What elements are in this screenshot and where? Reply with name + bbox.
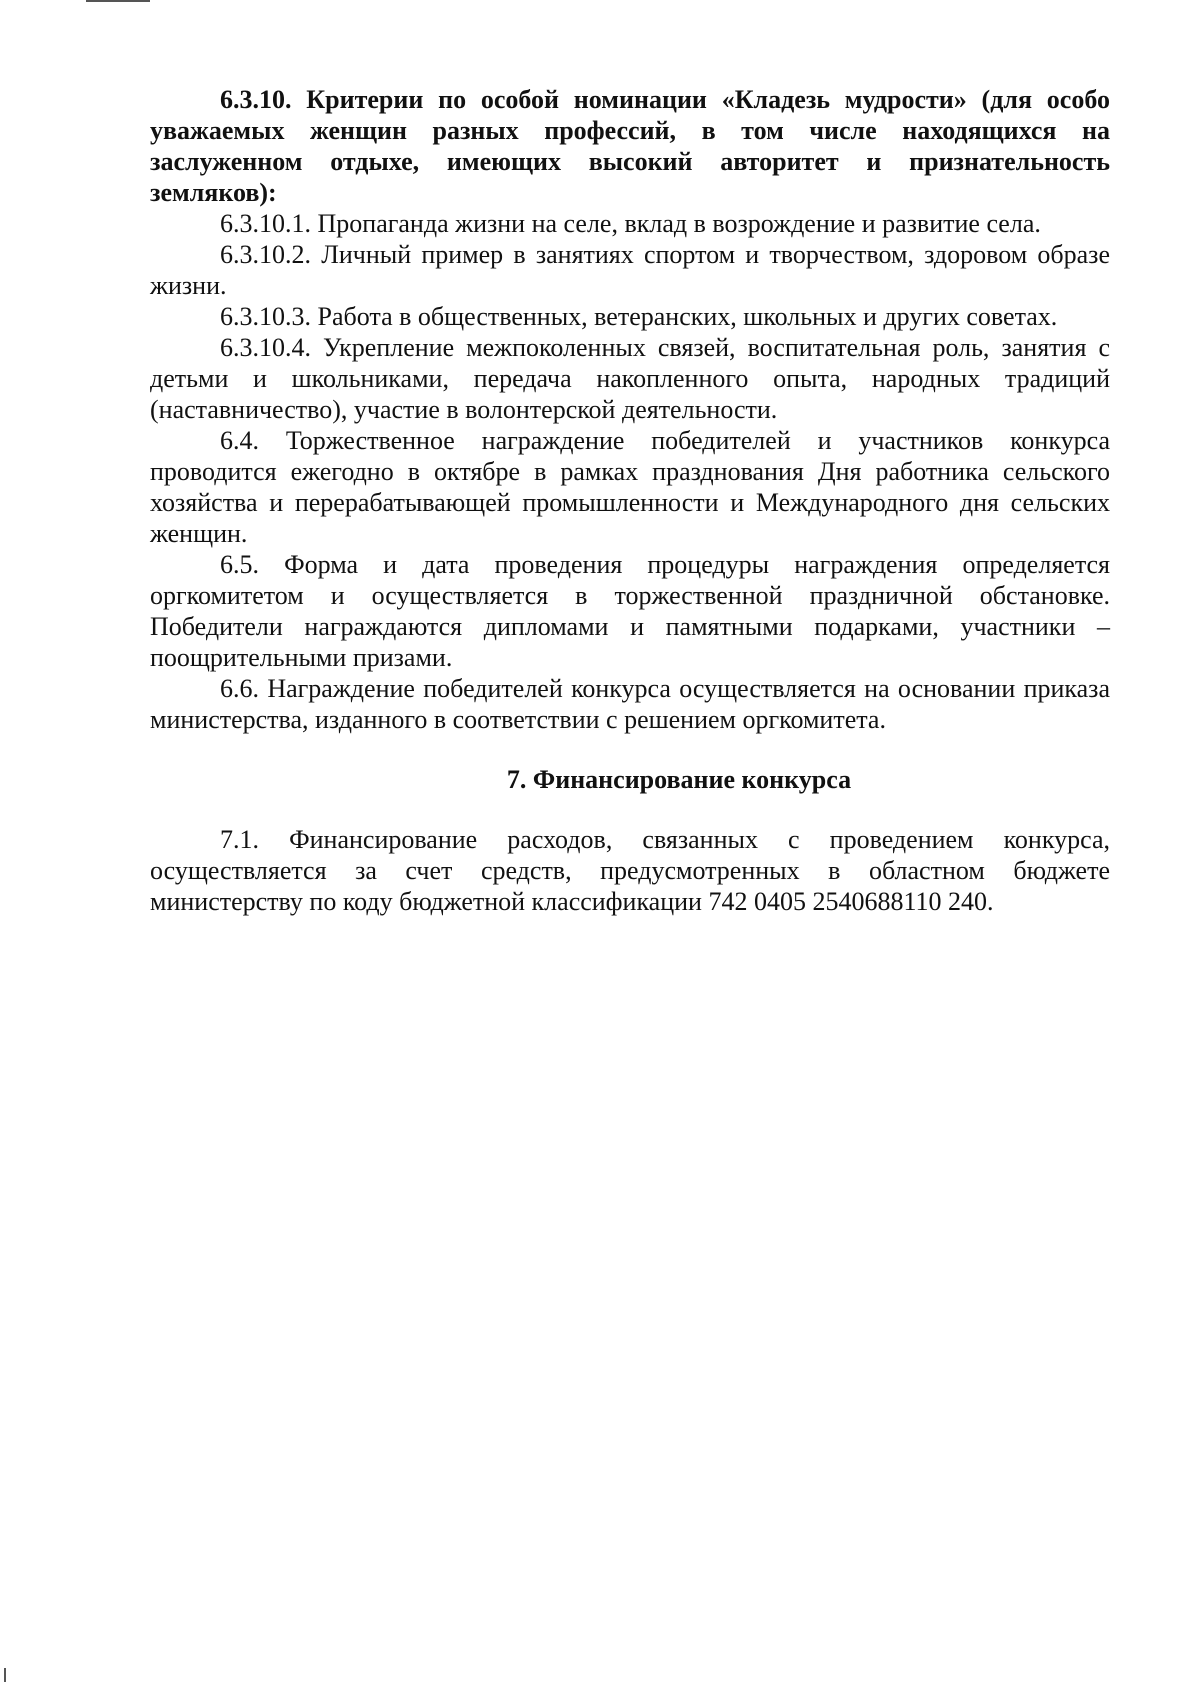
spacer	[150, 735, 1110, 764]
paragraph-6-4: 6.4. Торжественное награждение победителей и участников конкурса проводится ежегодно в октябре в рамках празднования Дня работника сельского хозяйства и перерабатывающей промышленности и Международного дня сельских женщин.	[150, 426, 1110, 548]
paragraph-6-3-10-1: 6.3.10.1. Пропаганда жизни на селе, вклад в возрождение и развитие села.	[220, 209, 1041, 238]
scan-artifact-top	[86, 0, 150, 2]
document-body	[150, 84, 1110, 917]
spacer	[150, 795, 1110, 824]
paragraph-6-5: 6.5. Форма и дата проведения процедуры награждения определяется оргкомитетом и осуществляется в торжественной праздничной обстановке. Победители награждаются дипломами и памятными подарками, участники – поощрительными призами.	[150, 550, 1110, 672]
section-title-7: 7. Финансирование конкурса	[506, 765, 852, 794]
paragraph-6-3-10-4: 6.3.10.4. Укрепление межпоколенных связей, воспитательная роль, занятия с детьми и школьниками, передача накопленного опыта, народных традиций (наставничество), участие в волонтерской деятельности.	[150, 333, 1110, 424]
paragraph-6-6: 6.6. Награждение победителей конкурса осуществляется на основании приказа министерства, изданного в соответствии с решением оргкомитета.	[150, 674, 1110, 734]
paragraph-6-3-10-3: 6.3.10.3. Работа в общественных, ветеранских, школьных и других советах.	[220, 302, 1058, 331]
scan-artifact-left	[4, 1668, 6, 1682]
criteria-heading-6-3-10: 6.3.10. Критерии по особой номинации «Кладезь мудрости» (для особо уважаемых женщин разных профессий, в том числе находящихся на заслуженном отдыхе, имеющих высокий авторитет и признательность земляков):	[150, 85, 1110, 207]
paragraph-6-3-10-2: 6.3.10.2. Личный пример в занятиях спортом и творчеством, здоровом образе жизни.	[150, 240, 1110, 300]
paragraph-7-1: 7.1. Финансирование расходов, связанных с проведением конкурса, осуществляется за счет средств, предусмотренных в областном бюджете министерству по коду бюджетной классификации 742 0405 2540688110 240.	[150, 825, 1110, 916]
